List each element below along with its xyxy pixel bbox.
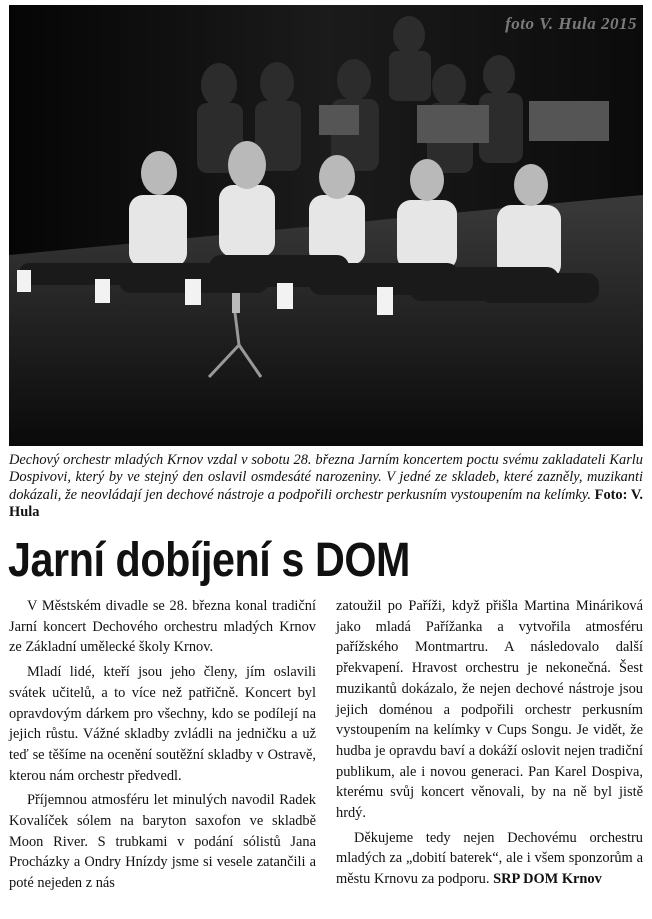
paragraph: Mladí lidé, kteří jsou jeho členy, jím oslavili svátek učitelů, a to více než patřičně. Koncert byl opravdovým dárkem pro všechny, kdo se podílejí na jejich růstu. Vážné skladby zvládli na jedničku a už teď se těšíme na ocenění soutěžní skladby v Ostravě, kterou nám orchestr předvedl. [9, 664, 316, 784]
paragraph: V Městském divadle se 28. března konal tradiční Jarní koncert Dechového orchestru mladých Krnov ze Základní umělecké školy Krnov. [9, 598, 316, 656]
paragraph-closing [336, 828, 643, 890]
article-body [9, 596, 643, 914]
photo-credit-overlay: foto V. Hula 2015 [505, 14, 637, 33]
concert-photo [9, 5, 643, 446]
paragraph: Příjemnou atmosféru let minulých navodil Radek Kovalíček sólem na baryton saxofon ve skladbě Moon River. S trubkami v podání sólistů Jana Procházky a Ondry Hnízdy jsme si vesele zatančili a poté nejeden z nás [9, 792, 316, 892]
photo-caption [9, 452, 643, 522]
concert-photo-drawing [9, 5, 643, 446]
closing-text: Děkujeme tedy nejen Dechovému orchestru mladých za „dobití baterek“, ale i všem sponzorům a městu Krnovu za podporu. [336, 829, 643, 888]
article-headline: Jarní dobíjení s DOM [8, 534, 410, 587]
paragraph-continued: zatoužil po Paříži, když přišla Martina Mináriková jako mladá Pařížanka a vytvořila atmosféru pařížského Montmartru. A následovalo další překvapení. Hravost orchestru je nekonečná. Šest muzikantů dokázalo, že nejen dechové nástroje jsou jejich doménou a podpořili orchestr perkusním vystoupením na kelímky v Cups Songu. Je vidět, že hudba je opravdu baví a dokáží oslovit nejen tradiční publikum, ale i novou generaci. Pan Karel Dospiva, kterému svůj koncert věnovali, by na ně byl jistě hrdý. [336, 598, 643, 822]
caption-photo-credit: Foto: V. Hula [9, 486, 643, 521]
author-signature: SRP DOM Krnov [493, 871, 602, 888]
article-column-left [9, 596, 316, 914]
article-column-right [336, 596, 643, 914]
caption-text: Dechový orchestr mladých Krnov vzdal v sobotu 28. března Jarním koncertem poctu svému zakladateli Karlu Dospivovi, který by ve stejný den oslavil osmdesáté narozeniny. V jedné ze skladeb, které zazněly, muzikanti dokázali, že neovládají jen dechové nástroje a podpořili orchestr perkusním vystoupením na kelímky. [9, 452, 643, 503]
